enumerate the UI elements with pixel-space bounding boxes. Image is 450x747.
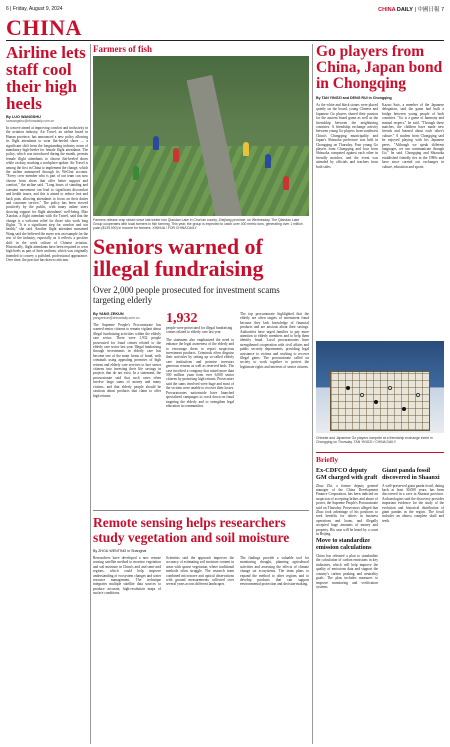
remote-sensing-headline[interactable]: Remote sensing helps researchers study vegetation and soil moisture — [93, 515, 290, 545]
person-figure — [283, 176, 289, 190]
masthead-brand — [378, 5, 444, 13]
page-number-date: 6 | Friday, August 9, 2024 — [6, 6, 63, 12]
column-divider — [312, 44, 313, 744]
column-divider — [90, 44, 91, 744]
feature-body-2: The statement also emphasized the need to enhance the legal awareness of the elderly and to encourage them to report suspicious investment products. Criminals often disguise their activities by setting up so-called elderly care institutions and promise investors generous returns as well as reserved beds. The case involved a company that raised more than 500 million yuan from over 6,000 senior citizens by promising high returns. Prosecutors said the sums involved were huge and most of the victims were unable to recover their losses. Procuratorates nationwide have launched specialized campaigns to crack down on fraud targeting the elderly and to strengthen legal education in communities. — [166, 337, 234, 408]
remote-column-1 — [93, 556, 161, 746]
go-game-photo[interactable] — [316, 341, 444, 433]
feature-column-3 — [240, 312, 309, 508]
left-byline: By LUO WANGSHU — [6, 115, 41, 119]
remote-body-3: The findings provide a valuable tool for monitoring drought, planning agricultural activities and assessing the effects of climate change on ecosystems. The team plans to expand the method to other regions and to develop products that can support environmental protection and decision-making. — [240, 556, 309, 587]
person-figure — [265, 154, 271, 168]
photo-caption: Farmers release crap raised since last winter into Qiandao Lake in Chun'an county, Zhejiang province, on Wednesday. The Qiandao Lake Group cooperates with local farmers in fish farming. This year, the group is expected to catch over 400 metric tons, generating over 1 million yuan ($139,000) in income for farmers. XINHUA / FOR CHINA DAILY — [93, 218, 303, 231]
stat-label: people were prosecuted for illegal fundraising crimes related to elderly care last year — [166, 326, 233, 335]
section-title: CHINA — [6, 15, 82, 40]
feature-headline[interactable]: Seniors warned of illegal fundraising — [93, 234, 264, 281]
stat-number: 1,932 — [166, 312, 198, 326]
go-story — [316, 44, 444, 323]
brief-text: Zhao Zhi, a former deputy general manager of the China Development Finance Corporation, has been indicted on suspicion of accepting bribes and abuse of power, the Supreme People's Procuratorate said on Thursday. Prosecutors alleged that Zhao took advantage of his positions to seek benefits for others in business operations and loans, and illegally accepted huge amounts of money and property. His case will be heard by a court in Beijing. — [316, 483, 378, 537]
remote-sensing-byline: By ZHOU WENTING in Shanghai — [93, 549, 147, 553]
fish-farm-photo[interactable] — [93, 56, 309, 216]
page-right: | 中國日報 7 — [414, 7, 444, 13]
brief-headline[interactable]: Giant panda fossil discovered in Shaanxi — [382, 467, 440, 481]
go-byline: By TAN YINGZI and DENG RUI in Chongqing — [316, 96, 392, 100]
go-body-1: As the white and black stones were placed quietly on the board, young Chinese and Japanese Go players shared their passion for the ancient board game as well as the friendship between the neighboring countries. A friendship exchange activity between young Go players from southwest China's Chongqing municipality and Japan's Shizuoka prefecture was held in Chongqing on Thursday. Four young Go players from Chongqing and four from Shizuoka competed against each other in friendly matches, and the event was attended by officials and teachers from both sides. — [316, 103, 378, 169]
left-headline[interactable]: Airline lets staff cool their high heels — [6, 44, 86, 113]
go-body-2: Kazuo Sato, a member of the Japanese delegation, said the game had built a bridge between young people of both countries. "Go is a game of harmony and mutual respect," he said. "Through these matches, the children have made new friends and learned about each other's culture." A student from Chongqing said he enjoyed playing with his Japanese peers. "Although we speak different languages, we can communicate through Go," he said. Chongqing and Shizuoka established friendly ties in the 1980s and have since carried out exchanges in culture, education and sports. — [382, 103, 444, 169]
feature-byline: By YANG ZEKUN — [93, 312, 124, 316]
black-stone — [346, 386, 350, 390]
feature-body-1: The Supreme People's Procuratorate has warned senior citizens to remain vigilant about illegal fundraising activities within the elderly care sector. There were 1,932 people prosecuted for fraud crimes related to the elderly care sector last year. Illegal fundraising through investments in elderly care has become one of the main forms of fraud, with criminals using appealing promises of high returns and elderly care services to lure senior citizens into investing their life savings in projects that do not exist. In a statement, the procuratorate said that such cases often involve large sums of money and many victims, and that elderly people should be cautious about products that claim to offer high returns. — [93, 323, 161, 398]
feature-column-2 — [166, 312, 234, 508]
go-columns — [316, 103, 444, 323]
white-stone — [388, 386, 392, 390]
person-figure — [173, 148, 179, 162]
brand-suffix: DAILY — [396, 7, 413, 13]
remote-column-2 — [166, 556, 234, 746]
briefly-title: Briefly — [316, 455, 339, 464]
black-stone — [402, 407, 406, 411]
page-header — [6, 4, 444, 14]
brief-column-2 — [382, 466, 444, 747]
feature-body-3: The top procuratorate highlighted that the elderly are often targets of investment fraud because they lack knowledge of financial products and are anxious about their savings. Authorities have urged families to pay more attention to elderly members and to help them identify fraud. Local procuratorates have strengthened cooperation with civil affairs and public security departments, providing legal assistance to victims and working to recover illegal gains. The procuratorate called on society to work together to protect the legitimate rights and interests of senior citizens. — [240, 312, 309, 369]
left-email[interactable]: luowangshu@chinadaily.com.cn — [6, 119, 55, 123]
brief-text: China has released a plan to standardize the calculation of carbon emissions in key industries, which will help improve the quality of emissions data and support the country's carbon peaking and neutrality goals. The plan includes measures to improve monitoring and verification systems. — [316, 554, 378, 589]
brief-text: A well-preserved giant panda fossil, dating back at least 30,000 years, has been discovered in a cave in Shaanxi province. Archaeologists said the discovery provides important evidence for the study of the evolution and historical distribution of giant pandas in the region. The fossil includes an almost complete skull and teeth. — [382, 483, 444, 523]
feature-deck: Over 2,000 people prosecuted for investment scams targeting elderly — [93, 285, 280, 305]
brief-headline[interactable]: Move to standardize emission calculations — [316, 537, 372, 552]
person-figure — [133, 166, 139, 180]
feature-email[interactable]: yangzekun@chinadaily.com.cn — [93, 316, 140, 320]
black-stone — [374, 400, 378, 404]
briefly-columns — [316, 466, 444, 747]
left-column — [6, 44, 88, 744]
person-figure — [243, 142, 249, 156]
section-rule — [93, 510, 309, 511]
left-body: In a move aimed at improving comfort and inclusivity in the aviation industry, Air Travel, an airline based in Hunan province, has announced a new policy allowing its flight attendants to wear flat-heeled shoes — a significant shift from the longstanding industry norm of mandatory high-heeler for female flight attendants. The policy, which was introduced during the month, permits female flight attendants to choose flat-heeled shoes while on duty, marking a workplace update. Air Travel is among the first in China to implement the change, which the airline announced through its WeChat account. "Every crew member who is part of our team can now choose from shoes that offer better support and comfort," the airline said. "Long hours of standing and constant movement can lead to significant discomfort and health issues, and this is aimed to reduce foot and back pain, allowing attendants to focus on their duties and customer service." The policy has been viewed positively by the public, with many online users showing support for flight attendants' well-being. Mao Xiaolan, a flight attendant with Air Travel, said that the change is a welcome relief for those who work long flights. "It is a significant step for comfort and our health," she said. Another flight attendant surnamed Wang said she believed the move sets an example for the rest of the industry, especially as it reflects a positive shift in the work culture of Chinese aviation. Historically, flight attendants have been required to wear high heels as part of their uniform, which was originally intended to convey a polished, professional appearance. Over time, the practice has drawn criticism. — [6, 126, 88, 263]
brief-column-1 — [316, 466, 378, 747]
go-headline[interactable]: Go players from China, Japan bond in Chongqing — [316, 43, 443, 92]
person-figure — [153, 136, 159, 150]
white-stone — [416, 393, 420, 397]
photo-title: Farmers of fish — [93, 44, 152, 54]
top-rule — [6, 40, 444, 41]
brand-prefix: CHINA — [378, 7, 396, 13]
go-photo-caption: Chinese and Japanese Go players compete at a friendship exchange event in Chongqing on Thursday. TAN YINGZI / CHINA DAILY — [316, 436, 433, 445]
feature-column-1 — [93, 312, 161, 508]
remote-body-1: Researchers have developed a new remote sensing satellite method to monitor vegetation and soil moisture in China's arid and semi-arid regions, which could help improve understanding of ecosystem changes and water resource management. The technique integrates multiple satellite data sources to produce accurate, high-resolution maps of surface conditions. — [93, 556, 161, 596]
remote-body-2: Scientists said the approach improves the accuracy of estimating soil moisture content in areas with sparse vegetation, where traditional methods often struggle. The research team combined microwave and optical observations with ground measurements collected over several years across different landscapes. — [166, 556, 234, 587]
briefly-section — [316, 452, 444, 747]
field-texture — [93, 146, 309, 216]
white-stone — [360, 393, 364, 397]
go-board — [330, 371, 430, 431]
remote-column-3 — [240, 556, 309, 746]
brief-headline[interactable]: Ex-CDFCO deputy GM charged with graft — [316, 467, 378, 481]
